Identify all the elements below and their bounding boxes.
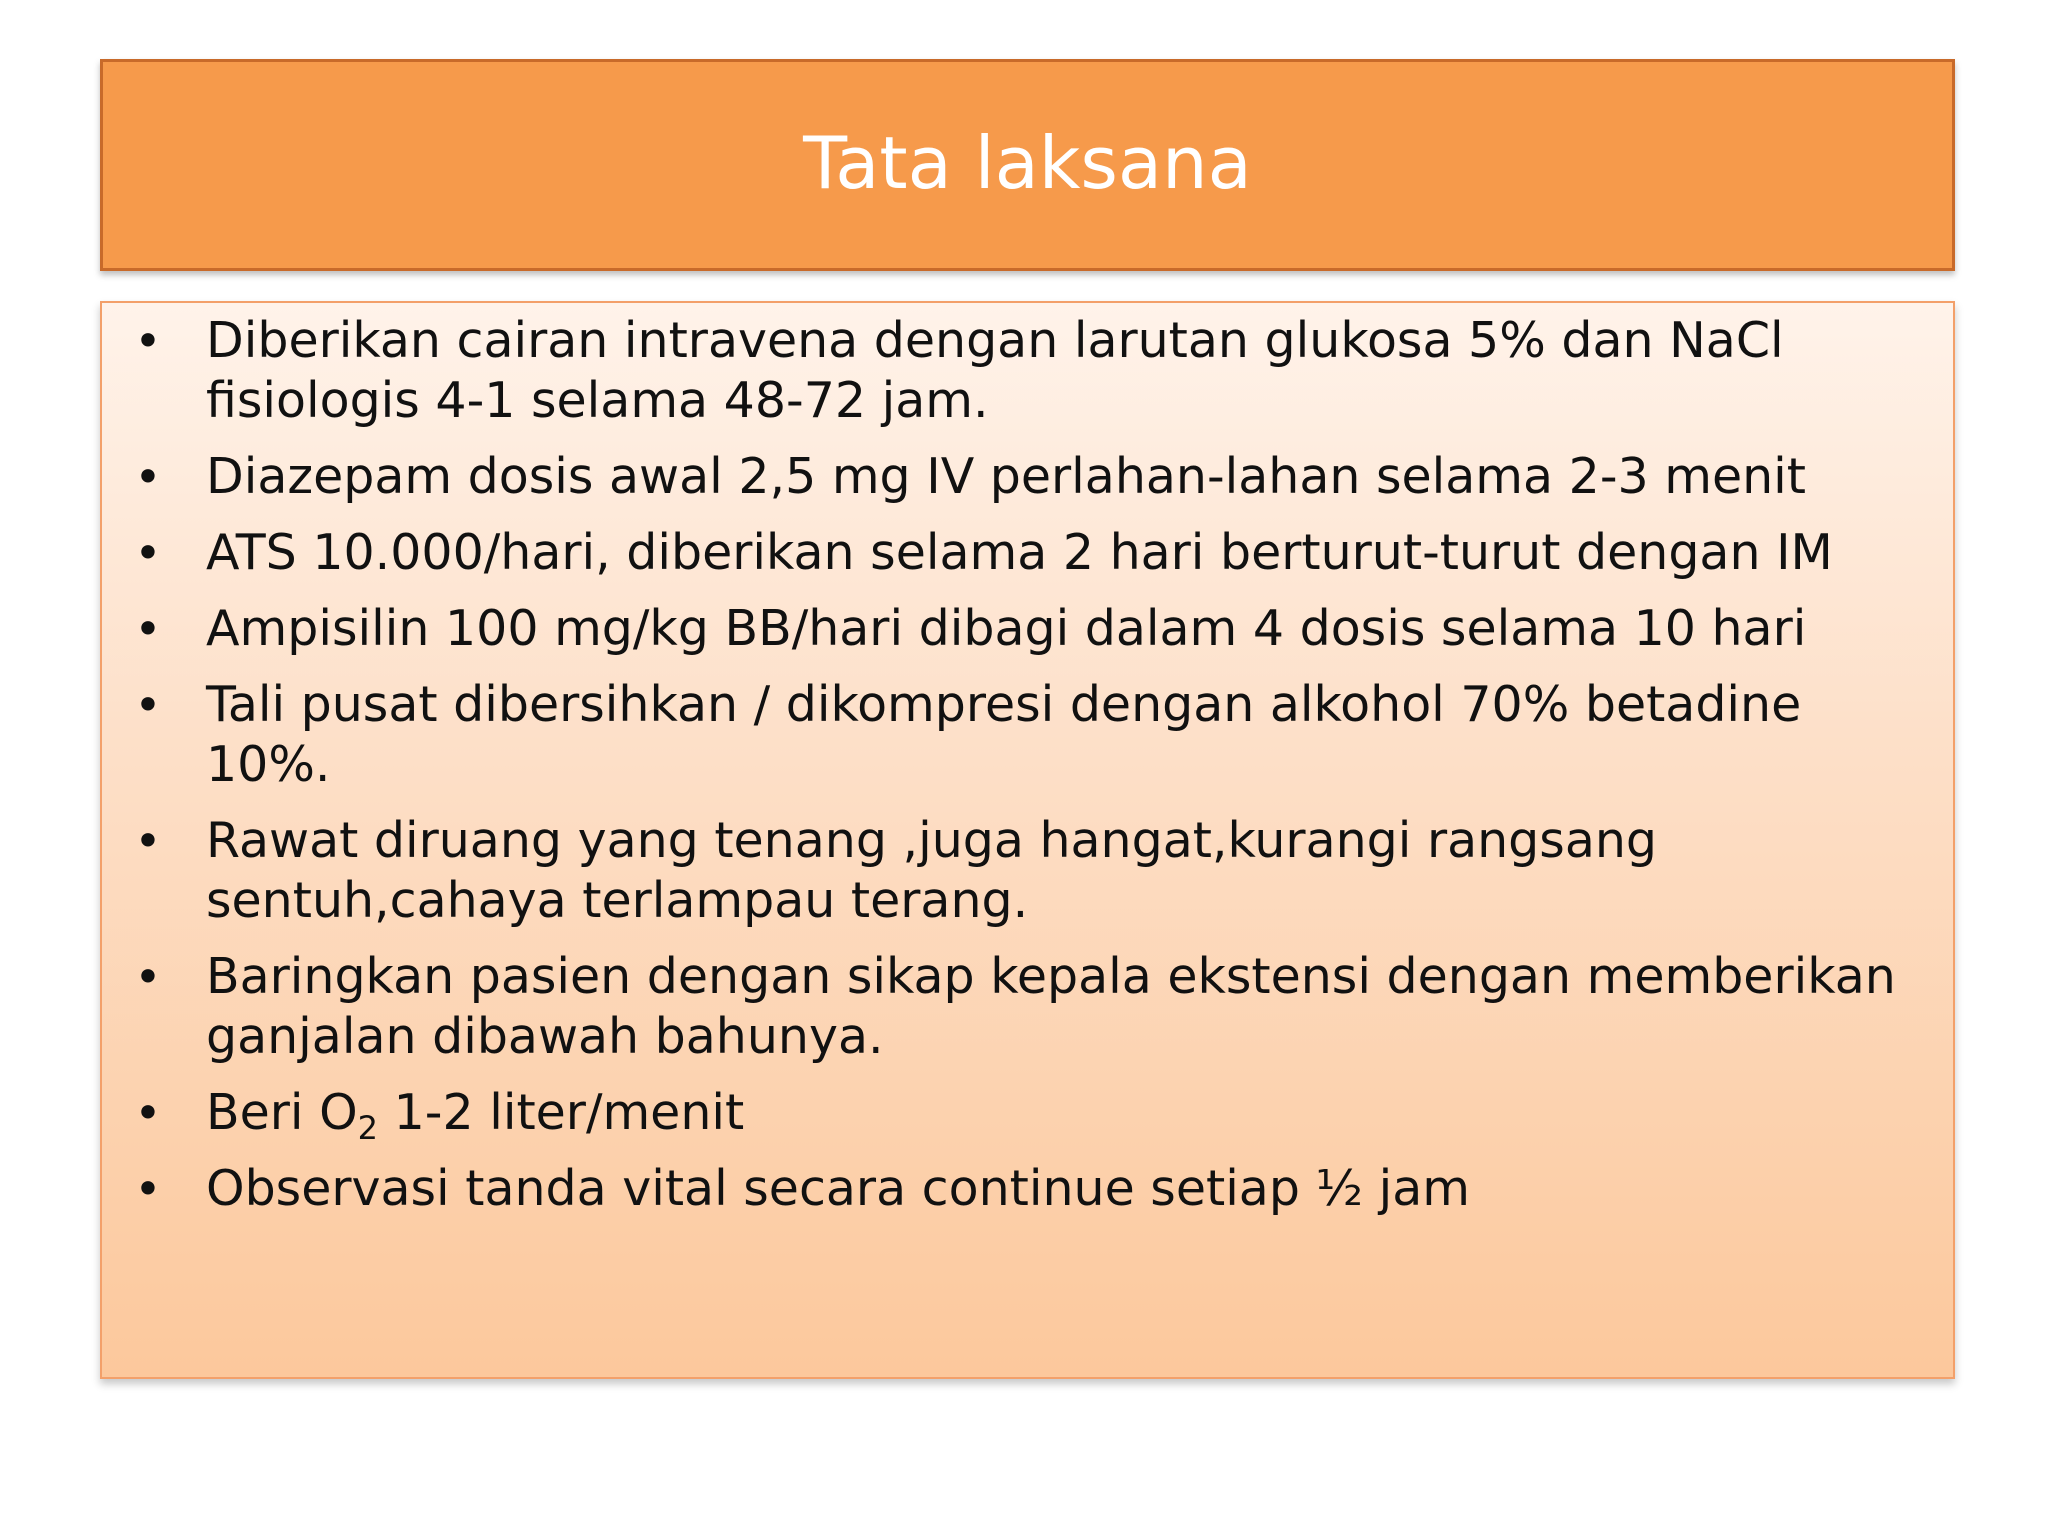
- bullet-item: [120, 523, 1935, 583]
- bullet-item: [120, 811, 1935, 931]
- bullet-item: [120, 447, 1935, 507]
- bullet-text: ATS 10.000/hari, diberikan selama 2 hari berturut-turut dengan IM: [206, 524, 1833, 581]
- bullet-item: [120, 311, 1935, 431]
- bullet-dot: •: [134, 950, 162, 1004]
- bullet-item: [120, 675, 1935, 795]
- bullet-list: [120, 311, 1935, 1235]
- bullet-dot: •: [134, 526, 162, 580]
- bullet-text: [206, 1084, 745, 1147]
- oxygen-prefix: Beri O: [206, 1084, 358, 1141]
- content-box: [100, 301, 1955, 1379]
- bullet-text: Baringkan pasien dengan sikap kepala ekstensi dengan memberikan ganjalan dibawah bahunya.: [206, 948, 1896, 1065]
- bullet-item-oxygen: [120, 1083, 1935, 1147]
- bullet-text: Ampisilin 100 mg/kg BB/hari dibagi dalam 4 dosis selama 10 hari: [206, 600, 1807, 657]
- bullet-dot: •: [134, 814, 162, 868]
- bullet-text: Observasi tanda vital secara continue setiap ½ jam: [206, 1160, 1470, 1217]
- bullet-text: Diazepam dosis awal 2,5 mg IV perlahan-lahan selama 2-3 menit: [206, 448, 1807, 505]
- oxygen-subscript: 2: [357, 1109, 379, 1147]
- bullet-text: Rawat diruang yang tenang ,juga hangat,kurangi rangsang sentuh,cahaya terlampau terang.: [206, 812, 1658, 929]
- bullet-dot: •: [134, 1162, 162, 1216]
- title-box: [100, 59, 1955, 271]
- bullet-dot: •: [134, 602, 162, 656]
- bullet-item: [120, 1159, 1935, 1219]
- bullet-dot: •: [134, 314, 162, 368]
- bullet-dot: •: [134, 450, 162, 504]
- bullet-text: Diberikan cairan intravena dengan larutan glukosa 5% dan NaCl fisiologis 4-1 selama 48-72 jam.: [206, 312, 1784, 429]
- bullet-dot: •: [134, 678, 162, 732]
- bullet-text: Tali pusat dibersihkan / dikompresi dengan alkohol 70% betadine 10%.: [206, 676, 1802, 793]
- slide-title: Tata laksana: [803, 121, 1252, 205]
- bullet-item: [120, 947, 1935, 1067]
- oxygen-suffix: 1-2 liter/menit: [378, 1084, 745, 1141]
- bullet-item: [120, 599, 1935, 659]
- bullet-dot: •: [134, 1086, 162, 1140]
